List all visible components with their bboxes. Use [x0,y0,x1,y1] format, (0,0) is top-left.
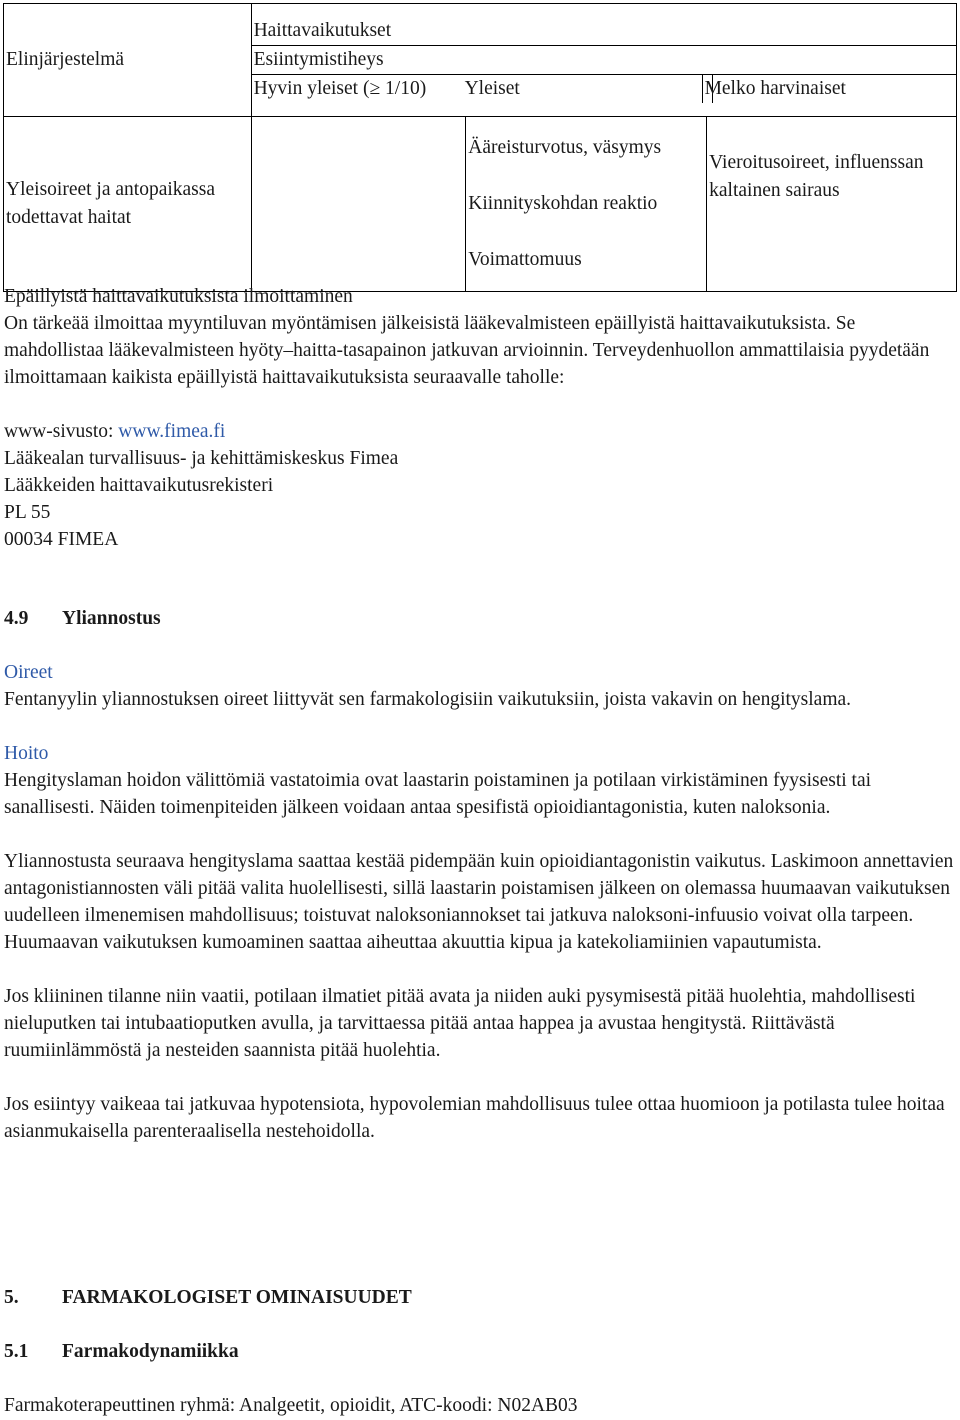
address-line: 00034 FIMEA [4,529,119,550]
fimea-link[interactable]: www.fimea.fi [118,421,226,442]
treatment-paragraph: Yliannostusta seuraava hengityslama saattaa kestää pidempään kuin opioidiantagonistin vaikutus. Laskimoon annettavien antagonistiannosten väli pitää valita huolellisesti, sillä laastarin poistamisen jälkeen on olemassa huumaavan vaikutuksen uudelleen ilmenemisen mahdollisuus; toistuvat naloksoniannokset tai jatkuva naloksoni-infuusio voivat olla tarpeen. Huumaavan vaikutuksen kumoaminen saattaa aiheuttaa akuuttia kipua ja katekoliamiinien vapautumista. [4,851,954,953]
section-5-heading [4,1284,954,1311]
header-frequency-block [251,4,956,117]
cell-common [466,117,707,292]
uncommon-text: Vieroitusoireet, influenssan kaltainen sairaus [709,152,924,201]
section-4-9-heading [4,605,954,632]
section-number: 5.1 [4,1341,29,1362]
treatment-paragraph: Hengityslaman hoidon välittömiä vastatoimia ovat laastarin poistaminen ja potilaan virkistäminen fyysisesti tai sanallisesti. Näiden toimenpiteiden jälkeen voidaan antaa spesifistä opioidiantagonistia, kuten naloksonia. [4,770,872,818]
website-line [4,418,954,445]
address-line: PL 55 [4,502,51,523]
website-label: www-sivusto: [4,421,119,442]
treatment-label: Hoito [4,743,49,764]
common-item: Voimattomuus [468,249,582,270]
header-frequency: Esiintymistiheys [252,46,956,75]
freq-common: Yleiset [463,75,703,103]
section-title: Farmakodynamiikka [62,1341,239,1362]
common-item: Ääreisturvotus, väsymys [468,137,662,158]
section-4-9 [4,605,954,1145]
reporting-body: On tärkeää ilmoittaa myyntiluvan myöntämisen jälkeisistä lääkevalmisteen epäillyistä haittavaikutuksista. Se mahdollistaa lääkevalmisteen hyöty–haitta-tasapainon jatkuvan arvioinnin. Terveydenhuollon ammattilaisia pyydetään ilmoittamaan kaikista epäillyistä haittavaikutuksista seuraavalle taholle: [4,313,930,388]
frequency-row [252,75,956,103]
row-label-text: Yleisoireet ja antopaikassa todettavat haitat [6,179,216,228]
reporting-section [4,283,954,553]
header-organ-system-text: Elinjärjestelmä [6,49,125,70]
section-title: FARMAKOLOGISET OMINAISUUDET [62,1287,412,1308]
treatment-paragraph: Jos kliininen tilanne niin vaatii, potilaan ilmatiet pitää avata ja niiden auki pysymisestä pitää huolehtia, mahdollisesti nieluputken tai intubaatioputken avulla, ja tarvittaessa pitää antaa happea ja avustaa hengitystä. Riittävästä ruumiinlämmöstä ja nesteiden saannista pitää huolehtia. [4,986,916,1061]
symptoms-label: Oireet [4,662,53,683]
cell-very-common [251,117,466,292]
adverse-effects-table [3,3,957,292]
pharmacotherapeutic-group: Farmakoterapeuttinen ryhmä: Analgeetit, opioidit, ATC-koodi: N02AB03 [4,1395,578,1416]
freq-uncommon: Melko harvinaiset [704,78,846,99]
section-title: Yliannostus [62,608,161,629]
symptoms-text: Fentanyylin yliannostuksen oireet liittyvät sen farmakologisiin vaikutuksiin, joista vakavin on hengityslama. [4,689,852,710]
cell-uncommon [707,117,957,292]
common-item: Kiinnityskohdan reaktio [468,193,658,214]
freq-very-common: Hyvin yleiset (≥ 1/10) [252,75,713,103]
section-number: 5. [4,1287,19,1308]
row-label-general [4,117,252,292]
header-adverse-effects: Haittavaikutukset [252,17,956,46]
section-number: 4.9 [4,608,29,629]
section-5-1-heading [4,1338,954,1365]
reporting-heading: Epäillyistä haittavaikutuksista ilmoittaminen [4,286,353,307]
treatment-paragraph: Jos esiintyy vaikeaa tai jatkuvaa hypotensiota, hypovolemian mahdollisuus tulee ottaa huomioon ja potilasta tulee hoitaa asianmukaisella parenteraalisella nestehoidolla. [4,1094,945,1142]
address-line: Lääkkeiden haittavaikutusrekisteri [4,475,274,496]
address-line: Lääkealan turvallisuus- ja kehittämiskeskus Fimea [4,448,399,469]
section-5 [4,1284,954,1419]
header-organ-system [4,4,252,117]
